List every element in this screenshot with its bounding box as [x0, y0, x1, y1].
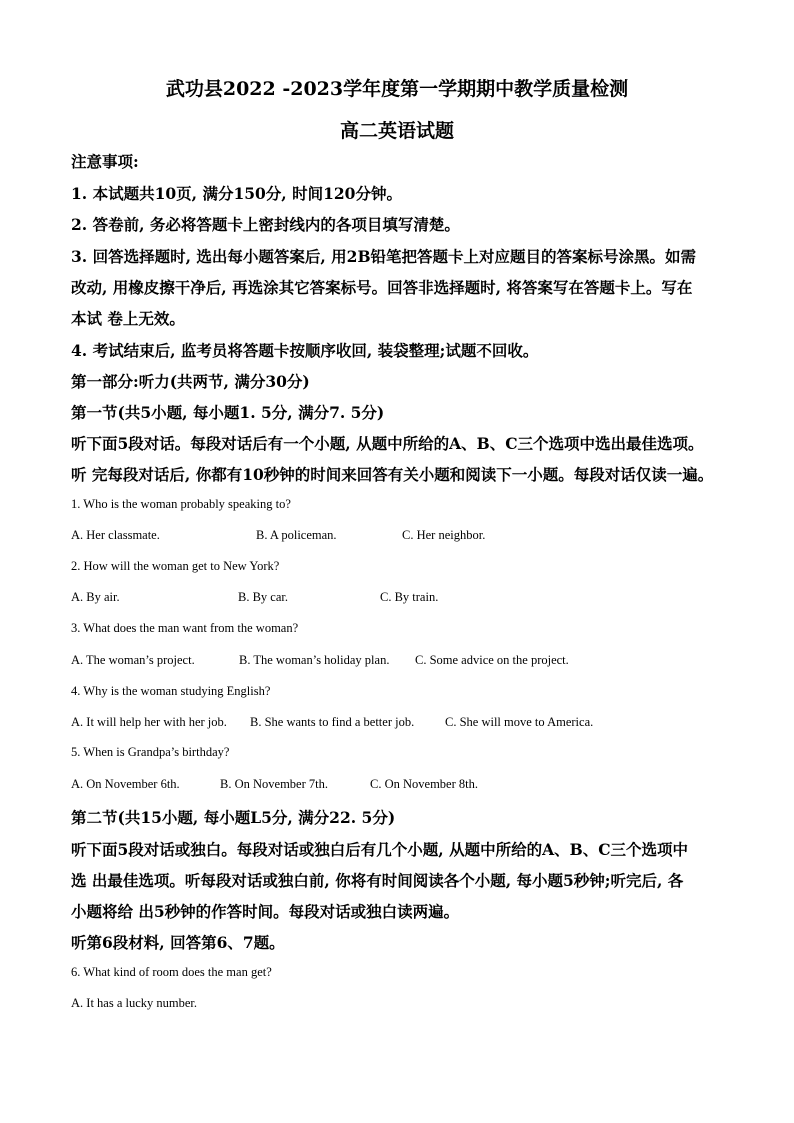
- question-3-option-c: C. Some advice on the project.: [415, 653, 569, 667]
- question-5-option-c: C. On November 8th.: [370, 777, 478, 791]
- question-2-option-c: C. By train.: [380, 590, 439, 604]
- section1-instruction-line-2: 听 完每段对话后, 你都有10秒钟的时间来回答有关小题和阅读下一小题。每段对话仅读一遍。: [71, 465, 714, 484]
- question-3-option-b: B. The woman’s holiday plan.: [239, 653, 390, 667]
- question-1-option-b: B. A policeman.: [256, 528, 337, 542]
- question-4-option-a: A. It will help her with her job.: [71, 715, 227, 729]
- question-5-stem: 5. When is Grandpa’s birthday?: [71, 745, 230, 759]
- material-6-heading: 听第6段材料, 回答第6、7题。: [71, 933, 285, 952]
- section2-instruction-line-2: 选 出最佳选项。听每段对话或独白前, 你将有时间阅读各个小题, 每小题5秒钟;听完后, 各: [71, 871, 684, 890]
- section2-instruction-line-1: 听下面5段对话或独白。每段对话或独白后有几个小题, 从题中所给的A、B、C三个选项中: [71, 840, 689, 859]
- question-3-option-a: A. The woman’s project.: [71, 653, 195, 667]
- section1-instruction-line-1: 听下面5段对话。每段对话后有一个小题, 从题中所给的A、B、C三个选项中选出最佳选项。: [71, 434, 704, 453]
- note-item-3-line-2: 改动, 用橡皮擦干净后, 再选涂其它答案标号。回答非选择题时, 将答案写在答题卡上。写在: [71, 278, 693, 297]
- question-6-option-a: A. It has a lucky number.: [71, 996, 198, 1010]
- notes-heading: 注意事项:: [71, 152, 139, 171]
- question-1-option-c: C. Her neighbor.: [402, 528, 486, 542]
- exam-subtitle: 高二英语试题: [339, 120, 454, 142]
- question-2-stem: 2. How will the woman get to New York?: [71, 559, 280, 573]
- section1-heading: 第一节(共5小题, 每小题1. 5分, 满分7. 5分): [71, 403, 385, 422]
- question-5-option-b: B. On November 7th.: [220, 777, 328, 791]
- question-1-stem: 1. Who is the woman probably speaking to?: [71, 497, 291, 511]
- question-4-option-b: B. She wants to find a better job.: [250, 715, 415, 729]
- question-2-option-a: A. By air.: [71, 590, 120, 604]
- question-3-stem: 3. What does the man want from the woman?: [71, 621, 299, 635]
- question-4-stem: 4. Why is the woman studying English?: [71, 684, 271, 698]
- section2-instruction-line-3: 小题将给 出5秒钟的作答时间。每段对话或独白读两遍。: [71, 902, 460, 921]
- note-item-3-line-3: 本试 卷上无效。: [71, 309, 185, 328]
- note-item-2: 2. 答卷前, 务必将答题卡上密封线内的各项目填写清楚。: [71, 215, 460, 234]
- question-6-stem: 6. What kind of room does the man get?: [71, 965, 272, 979]
- question-2-option-b: B. By car.: [238, 590, 288, 604]
- section2-heading: 第二节(共15小题, 每小题L5分, 满分22. 5分): [71, 808, 396, 827]
- part1-heading: 第一部分:听力(共两节, 满分30分): [71, 372, 310, 391]
- question-1-option-a: A. Her classmate.: [71, 528, 160, 542]
- note-item-4: 4. 考试结束后, 监考员将答题卡按顺序收回, 装袋整理;试题不回收。: [71, 341, 539, 360]
- note-item-1: 1. 本试题共10页, 满分150分, 时间120分钟。: [71, 184, 402, 203]
- note-item-3-line-1: 3. 回答选择题时, 选出每小题答案后, 用2B铅笔把答题卡上对应题目的答案标号涂黑。如需: [71, 247, 697, 266]
- question-4-option-c: C. She will move to America.: [445, 715, 594, 729]
- exam-title: 武功县2022 -2023学年度第一学期期中教学质量检测: [165, 78, 629, 100]
- question-5-option-a: A. On November 6th.: [71, 777, 180, 791]
